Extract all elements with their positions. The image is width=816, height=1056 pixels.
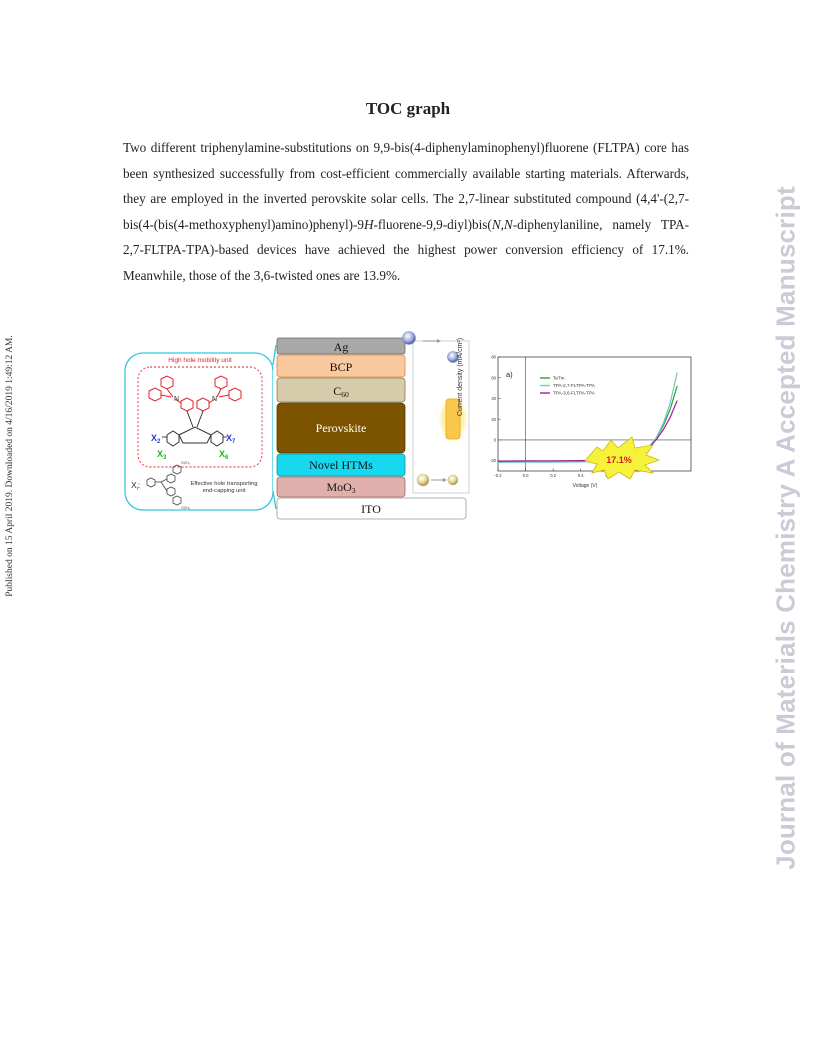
layer-moo3-label: MoO3 [326, 480, 356, 495]
toc-figure-svg [123, 331, 693, 521]
x-tick-label: 0.0 [522, 473, 529, 478]
high-mobility-label: High hole mobility unit [168, 357, 232, 364]
end-cap-caption-1: Effective hole transporting [190, 481, 258, 487]
y-tick-label: 40 [491, 396, 496, 402]
layer-c60-label: C60 [333, 384, 349, 399]
download-watermark: Published on 15 April 2019. Downloaded on 4/16/2019 1:49:12 AM. [5, 335, 15, 597]
layer-htm-label: Novel HTMs [309, 458, 373, 472]
legend-label: TPA-3,6-FLTPA-TPA [553, 390, 595, 396]
hole-sphere [417, 474, 429, 486]
pce-star [585, 437, 659, 479]
y-tick-label: -20 [489, 458, 496, 464]
y-tick-label: 0 [493, 437, 496, 443]
y-axis-label: Current density (mA/cm²) [457, 337, 464, 417]
x-tick-label: 0.4 [577, 473, 584, 478]
methoxy-label-bottom: OCH₃ [181, 506, 191, 510]
layer-ito-label: ITO [361, 502, 381, 516]
molecule-panel [125, 345, 278, 510]
layer-perovskite-label: Perovskite [315, 421, 367, 435]
pce-badge: 17.1% [606, 455, 632, 465]
series-line [498, 386, 677, 462]
x7-label: $X_7$ [226, 433, 236, 445]
x2-label: $X_2$ [151, 433, 161, 445]
jv-chart [457, 338, 691, 489]
journal-watermark: Journal of Materials Chemistry A Accepted Manuscript [770, 186, 801, 870]
x-tick-label: -0.2 [494, 473, 502, 478]
end-cap-caption-2: end-capping unit [202, 488, 246, 494]
toc-figure [123, 331, 693, 521]
legend-label: TaTm [553, 375, 565, 381]
series-line [498, 401, 677, 462]
nitrogen-label-right: N [212, 396, 218, 403]
chart-panel-label: a) [506, 370, 513, 379]
y-tick-label: 80 [491, 354, 496, 360]
y-tick-label: 60 [491, 375, 496, 381]
x-axis-label: Voltage (V) [572, 483, 598, 489]
methoxy-label-top: OCH₃ [181, 461, 191, 465]
layer-bcp-label: BCP [329, 360, 353, 374]
page-title: TOC graph [365, 99, 451, 118]
xi-label: $X_i$: [131, 480, 141, 492]
x6-label: $X_6$ [219, 449, 229, 461]
x-tick-label: 0.2 [550, 473, 557, 478]
electron-sphere [403, 332, 416, 345]
legend-label: TPA-2,7-FLTPA-TPA [553, 383, 595, 389]
x3-label: $X_3$ [157, 449, 167, 461]
abstract-text: Two different triphenylamine-substitutions on 9,9-bis(4-diphenylaminophenyl)fluorene (FLTPA) core has been synthesized successfully from cost-efficient commercially available starting materials. Afterwards, they are employed in the inverted perovskite solar cells. The 2,7-linear substituted compound (4,4'-(2,7-bis(4-(bis(4-methoxyphenyl)amino)phenyl)-9H-fluorene-9,9-diyl)bis(N,N-diphenylaniline, namely TPA-2,7-FLTPA-TPA)-based devices have achieved the highest power conversion efficiency of 17.1%. Meanwhile, those of the 3,6-twisted ones are 13.9%. [123, 140, 689, 283]
layer-ag-label: Ag [333, 340, 349, 354]
device-stack [277, 338, 466, 519]
hole-sphere-2 [448, 475, 458, 485]
nitrogen-label-left: N [174, 396, 180, 403]
y-tick-label: 20 [491, 416, 496, 422]
